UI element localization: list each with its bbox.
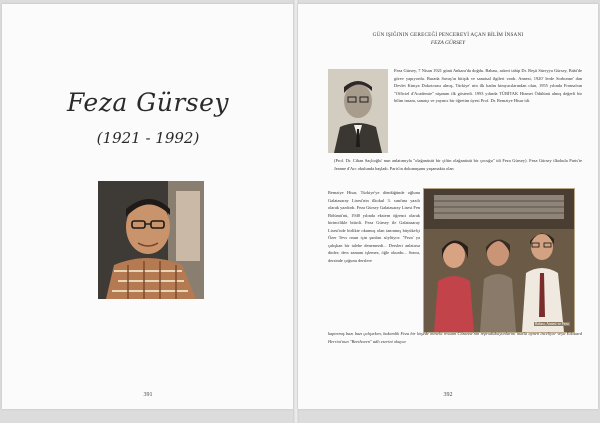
portrait-photo-bw: [328, 69, 388, 153]
left-page: [2, 4, 294, 409]
chapter-subheading: FEZA GÜRSEY: [430, 40, 466, 46]
body-paragraph-1: Feza Gürsey, 7 Nisan 1921 günü Ankara'da doğdu. Babası, askeri tabip Dr. Reşit Süreyya Gürsey, Babi'de görev yapıyordu. Burada Savaş'ın bitişik ve sanatsal ilgileri vardı. Annesi, 1920' lerde Sorbonne' dan Devlet Kimya Dokotorası almış, Türkiye' nin ilk kadın kimyacılarından olan, 1955 yılında Fransa'nın "Officiel d'Academie" nişanını ilk gösterdi. 1993 yılında TÜBİTAK Hizmet Ödülünü almış değerli bir bilim insanı, sanatçı ve yayıncı bir öğretim üyesi Prof. Dr. Remziye Hisar idi.: [394, 68, 582, 103]
photo-caption: Babası, Annesi ve Feza: [535, 322, 569, 326]
family-photo-graphic: [424, 189, 574, 332]
right-page: [298, 4, 598, 409]
body-paragraph-3: Remziye Hisar, Türkiye'ye döndüğünde oğlunu Galatasaray Lisesi'nin ilkokul 3. sınıfına yazılı olarak yazdırdı. Feza Gürsey Galatasaray Lisesi Fen Bölümü'nü, 1940 yılında ekstern öğrenci olarak birincilikle bitirdi. Feza Gürsey ile Galatasaray Lisesi'nde birlikte okumuş olan tanınmış büyükelçi Özer Tevs onun için şunları söylüyor: "Feza' ya çalışkan bir talebe denemezdi... Dersleri anlatırsa dinler; ders zamanı işlemez, öğle okurdu... Sonra, dersinde çoğunu derslere: [328, 190, 420, 263]
portrait-photo-color: [98, 181, 204, 299]
body-paragraph-4: kaptırmış bazı bazı çalışırken, hakemlik Feza bir köşede mesela ressam Cézanne'nin reprodüksiyonlarını inatla aynen inceliyor veya Edouard Herriot'nun "Beethoven" adlı eserini okuyor.: [328, 331, 582, 344]
chapter-heading: GÜN IŞIĞININ GERECEĞİ PENCEREYİ AÇAN BİLİM İNSANI: [372, 32, 524, 38]
portrait-photo-color-graphic: [98, 181, 204, 299]
body-paragraph-2: (Prof. Dr. Cihan Saçlıoğlu' nun anlatımıyla "olağanüstü bir çiftin olağanüstü bir çocuğu" idi Feza Gürsey). Feza Gürsey ilkokula Paris'te Jeanne d'Arc okulunda başladı. Paris'in dokunuşunu yaşamakta olan: [334, 158, 582, 171]
portrait-photo-bw-graphic: [328, 69, 388, 153]
page-number: 392: [443, 392, 453, 398]
life-years: (1921 - 1992): [96, 129, 200, 147]
name-title: Feza Gürsey: [66, 88, 230, 117]
family-photo: [423, 188, 575, 333]
page-number: 391: [143, 392, 153, 398]
